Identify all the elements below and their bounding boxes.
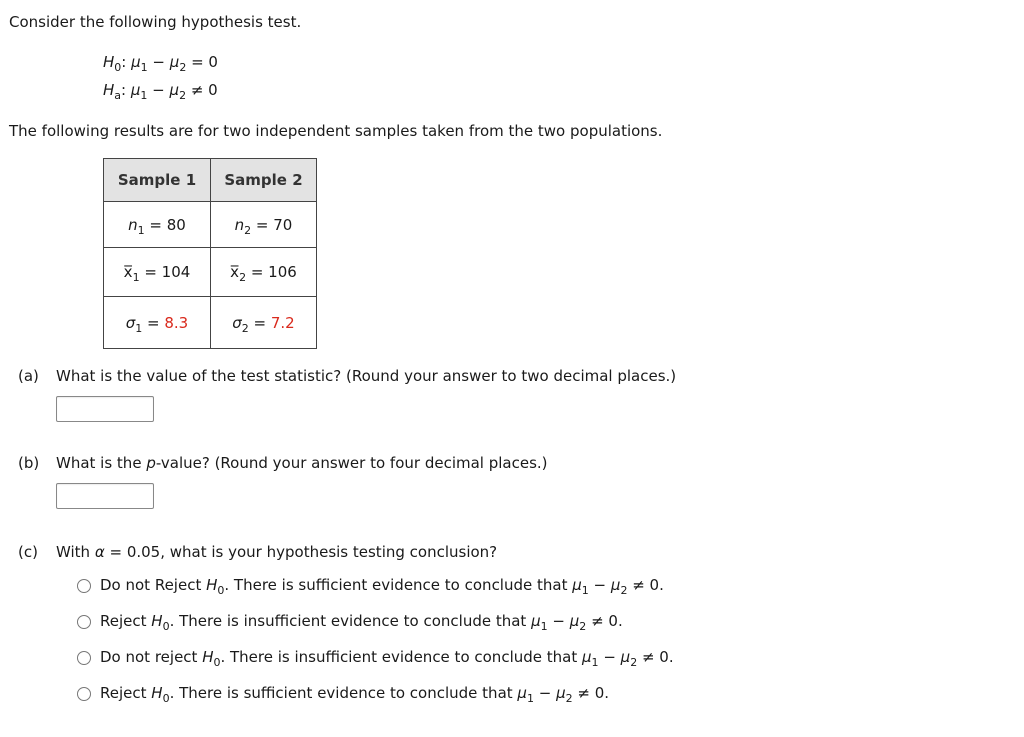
option-3-label[interactable]: Do not reject $H_0$. There is insufficient evidence to conclude that $\mu_1 - \mu_2 \ne 0$. bbox=[100, 648, 674, 669]
option-4-radio[interactable] bbox=[77, 687, 91, 701]
option-2-label[interactable]: Reject $H_0$. There is insufficient evidence to conclude that $\mu_1 - \mu_2 \ne 0$. bbox=[100, 612, 623, 633]
table-row bbox=[104, 202, 317, 248]
header-sample-1: Sample 1 bbox=[104, 159, 211, 202]
option-1-label[interactable]: Do not Reject $H_0$. There is sufficient evidence to conclude that $\mu_1 - \mu_2 \ne 0$. bbox=[100, 576, 664, 597]
sigma2-cell: $\sigma_2 = 7.2$ bbox=[211, 297, 317, 349]
option-3-radio[interactable] bbox=[77, 651, 91, 665]
n1-cell: $n_1 = 80$ bbox=[104, 202, 211, 248]
part-a-label: (a) bbox=[18, 367, 39, 385]
part-a-question: What is the value of the test statistic? (Round your answer to two decimal places.) bbox=[56, 367, 677, 385]
xbar1-cell: $x̅_1 = 104$ bbox=[104, 248, 211, 297]
test-statistic-input[interactable] bbox=[56, 396, 154, 422]
table-row bbox=[104, 297, 317, 349]
n2-cell: $n_2 = 70$ bbox=[211, 202, 317, 248]
sigma1-cell: $\sigma_1 = 8.3$ bbox=[104, 297, 211, 349]
option-2-radio[interactable] bbox=[77, 615, 91, 629]
null-hypothesis: $H_0$: $\mu_1 - \mu_2 = 0$ bbox=[103, 53, 218, 74]
table-row bbox=[104, 248, 317, 297]
samples-table bbox=[103, 158, 317, 349]
p-value-input[interactable] bbox=[56, 483, 154, 509]
xbar2-cell: $x̅_2 = 106$ bbox=[211, 248, 317, 297]
option-4-label[interactable]: Reject $H_0$. There is sufficient evidence to conclude that $\mu_1 - \mu_2 \ne 0$. bbox=[100, 684, 610, 705]
part-c-question: With α = 0.05, what is your hypothesis testing conclusion? bbox=[56, 543, 498, 561]
intro-text: Consider the following hypothesis test. bbox=[9, 13, 302, 31]
results-text: The following results are for two independent samples taken from the two populations. bbox=[9, 122, 663, 140]
option-1-radio[interactable] bbox=[77, 579, 91, 593]
part-b-label: (b) bbox=[18, 454, 40, 472]
header-sample-2: Sample 2 bbox=[211, 159, 317, 202]
part-b-question: What is the p-value? (Round your answer to four decimal places.) bbox=[56, 454, 548, 472]
part-c-label: (c) bbox=[18, 543, 38, 561]
alternative-hypothesis: $H_a$: $\mu_1 - \mu_2 \ne 0$ bbox=[103, 81, 218, 102]
